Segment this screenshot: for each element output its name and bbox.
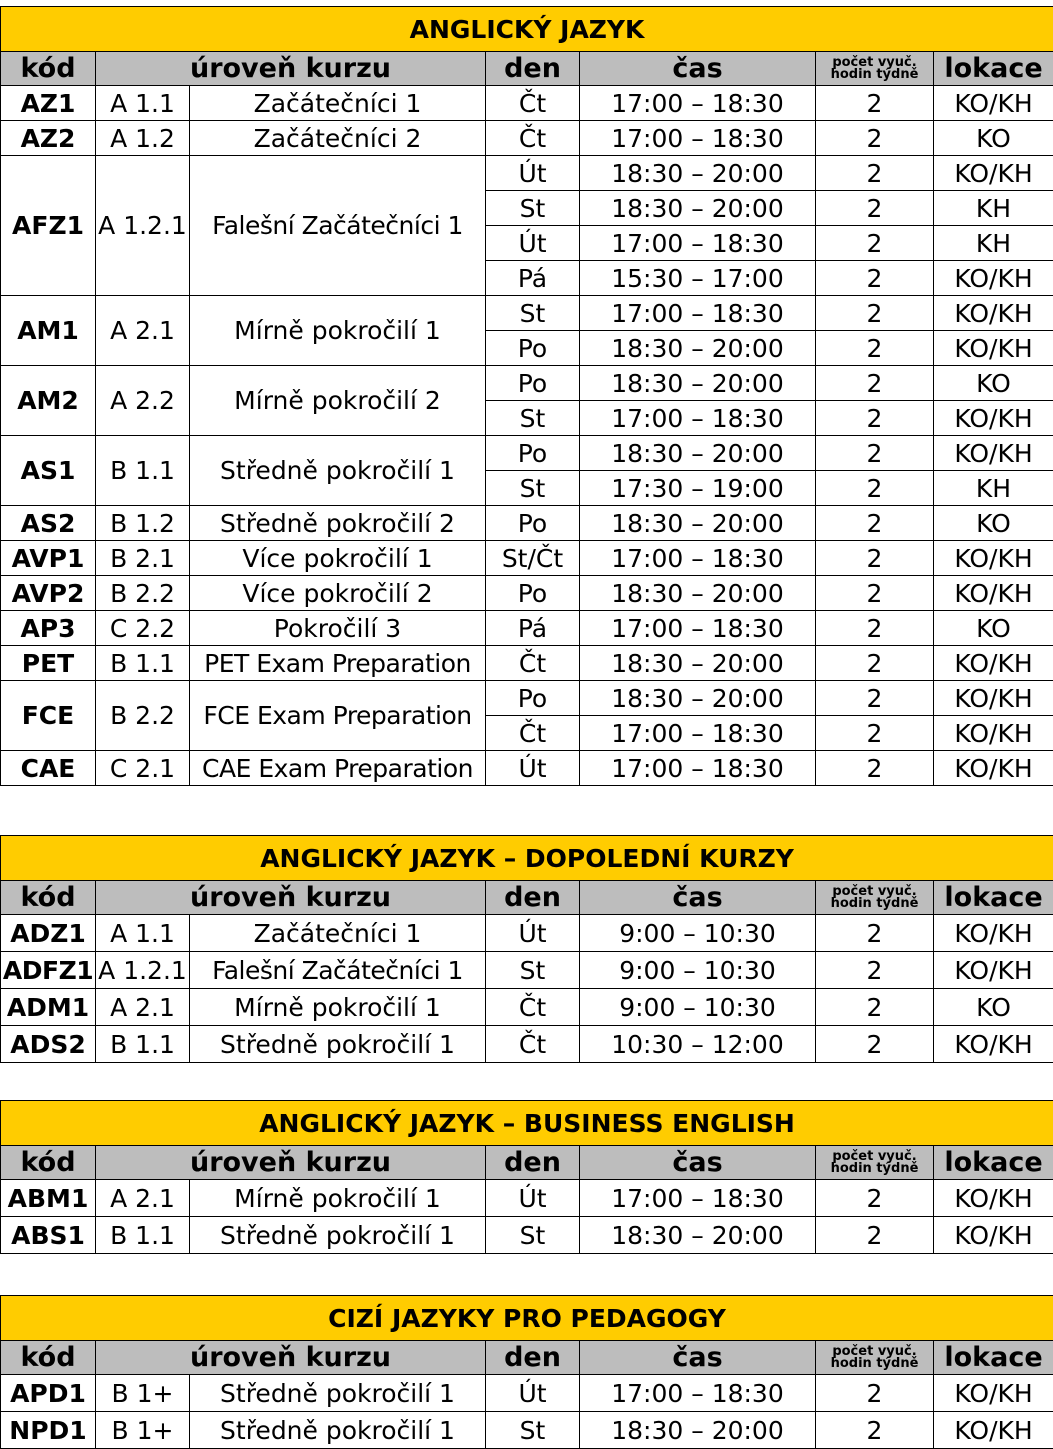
session-day: St [486, 296, 580, 331]
table-row [1, 366, 1053, 401]
column-header-row [1, 881, 1053, 915]
course-code: AZ2 [1, 121, 96, 156]
course-level: B 1.1 [96, 436, 190, 506]
course-code: ABS1 [1, 1217, 96, 1254]
course-code: ADZ1 [1, 915, 96, 952]
course-name: Mírně pokročilí 1 [190, 1180, 486, 1217]
course-name: Mírně pokročilí 1 [190, 296, 486, 366]
session-location: KO/KH [934, 1217, 1053, 1254]
schedule-table-cizi-jazyky-pro-pedagogy [0, 1295, 1053, 1449]
course-level: B 1.2 [96, 506, 190, 541]
session-location: KO/KH [934, 86, 1053, 121]
header-day: den [486, 1341, 580, 1375]
course-code: AFZ1 [1, 156, 96, 296]
header-hours-per-week [816, 1341, 934, 1375]
session-time: 17:00 – 18:30 [580, 226, 816, 261]
session-hours: 2 [816, 541, 934, 576]
session-time: 18:30 – 20:00 [580, 646, 816, 681]
course-code: AS2 [1, 506, 96, 541]
table-row [1, 296, 1053, 331]
session-location: KO/KH [934, 541, 1053, 576]
session-hours: 2 [816, 506, 934, 541]
course-name: Mírně pokročilí 1 [190, 989, 486, 1026]
header-time: čas [580, 52, 816, 86]
course-level: B 1+ [96, 1375, 190, 1412]
column-header-row [1, 1146, 1053, 1180]
header-hours-line1: počet vyuč. [832, 1148, 917, 1164]
session-location: KO/KH [934, 681, 1053, 716]
course-code: AM2 [1, 366, 96, 436]
course-name: Středně pokročilí 1 [190, 1026, 486, 1063]
session-time: 18:30 – 20:00 [580, 1412, 816, 1449]
session-location: KO/KH [934, 1412, 1053, 1449]
session-time: 18:30 – 20:00 [580, 366, 816, 401]
session-day: Út [486, 1180, 580, 1217]
table-row [1, 646, 1053, 681]
course-code: ADS2 [1, 1026, 96, 1063]
session-hours: 2 [816, 1217, 934, 1254]
section-title-row [1, 836, 1053, 881]
table-row [1, 1026, 1053, 1063]
session-hours: 2 [816, 1026, 934, 1063]
session-day: Čt [486, 716, 580, 751]
course-level: B 1.1 [96, 1217, 190, 1254]
session-day: Út [486, 226, 580, 261]
session-hours: 2 [816, 989, 934, 1026]
session-time: 17:00 – 18:30 [580, 1180, 816, 1217]
session-location: KO/KH [934, 401, 1053, 436]
course-name: Středně pokročilí 1 [190, 436, 486, 506]
header-hours-line1: počet vyuč. [832, 1343, 917, 1359]
header-level: úroveň kurzu [96, 1341, 486, 1375]
session-time: 18:30 – 20:00 [580, 191, 816, 226]
course-level: B 1+ [96, 1412, 190, 1449]
header-day: den [486, 52, 580, 86]
session-hours: 2 [816, 915, 934, 952]
session-hours: 2 [816, 576, 934, 611]
session-day: Po [486, 366, 580, 401]
session-day: Po [486, 576, 580, 611]
section-title-row [1, 7, 1053, 52]
course-level: A 1.2 [96, 121, 190, 156]
table-row [1, 86, 1053, 121]
header-hours-line2: hodin týdně [830, 895, 919, 911]
table-row [1, 751, 1053, 786]
session-time: 17:00 – 18:30 [580, 86, 816, 121]
table-row [1, 952, 1053, 989]
course-name: PET Exam Preparation [190, 646, 486, 681]
course-name: Více pokročilí 2 [190, 576, 486, 611]
header-hours-line2: hodin týdně [830, 66, 919, 82]
table-row [1, 611, 1053, 646]
session-hours: 2 [816, 716, 934, 751]
table-row [1, 1375, 1053, 1412]
session-time: 17:00 – 18:30 [580, 401, 816, 436]
header-location: lokace [934, 1341, 1053, 1375]
schedule-table-anglicky-jazyk [0, 6, 1053, 786]
session-time: 18:30 – 20:00 [580, 1217, 816, 1254]
table-row [1, 506, 1053, 541]
session-hours: 2 [816, 191, 934, 226]
course-level: B 2.2 [96, 681, 190, 751]
session-time: 9:00 – 10:30 [580, 915, 816, 952]
session-day: Út [486, 751, 580, 786]
session-time: 9:00 – 10:30 [580, 989, 816, 1026]
session-hours: 2 [816, 952, 934, 989]
session-location: KH [934, 226, 1053, 261]
table-row [1, 681, 1053, 716]
table-row [1, 915, 1053, 952]
course-name: Začátečníci 2 [190, 121, 486, 156]
session-time: 18:30 – 20:00 [580, 156, 816, 191]
session-time: 17:00 – 18:30 [580, 296, 816, 331]
course-name: Falešní Začátečníci 1 [190, 156, 486, 296]
session-time: 17:00 – 18:30 [580, 541, 816, 576]
session-location: KO/KH [934, 296, 1053, 331]
course-code: ADM1 [1, 989, 96, 1026]
session-day: Út [486, 156, 580, 191]
table-row [1, 121, 1053, 156]
table-row [1, 156, 1053, 191]
section-title: ANGLICKÝ JAZYK – DOPOLEDNÍ KURZY [1, 836, 1053, 881]
session-day: Po [486, 506, 580, 541]
course-code: ABM1 [1, 1180, 96, 1217]
course-level: B 1.1 [96, 1026, 190, 1063]
course-name: Falešní Začátečníci 1 [190, 952, 486, 989]
course-code: AS1 [1, 436, 96, 506]
session-location: KO [934, 366, 1053, 401]
table-row [1, 989, 1053, 1026]
header-code: kód [1, 52, 96, 86]
course-level: A 1.2.1 [96, 952, 190, 989]
session-hours: 2 [816, 121, 934, 156]
header-hours-line2: hodin týdně [830, 1355, 919, 1371]
section-title-row [1, 1101, 1053, 1146]
session-hours: 2 [816, 261, 934, 296]
table-row [1, 436, 1053, 471]
session-time: 17:30 – 19:00 [580, 471, 816, 506]
section-title: ANGLICKÝ JAZYK [1, 7, 1053, 52]
course-level: A 2.1 [96, 296, 190, 366]
session-location: KH [934, 191, 1053, 226]
course-level: C 2.1 [96, 751, 190, 786]
session-time: 18:30 – 20:00 [580, 506, 816, 541]
header-code: kód [1, 1341, 96, 1375]
course-code: CAE [1, 751, 96, 786]
course-level: A 2.1 [96, 989, 190, 1026]
session-hours: 2 [816, 436, 934, 471]
header-location: lokace [934, 52, 1053, 86]
session-day: St [486, 952, 580, 989]
schedule-table-anglicky-jazyk-business-english [0, 1100, 1053, 1254]
course-level: A 2.1 [96, 1180, 190, 1217]
course-level: A 1.2.1 [96, 156, 190, 296]
course-level: B 1.1 [96, 646, 190, 681]
course-name: Středně pokročilí 1 [190, 1375, 486, 1412]
header-hours-line2: hodin týdně [830, 1160, 919, 1176]
header-level: úroveň kurzu [96, 52, 486, 86]
session-hours: 2 [816, 226, 934, 261]
course-name: Mírně pokročilí 2 [190, 366, 486, 436]
header-day: den [486, 1146, 580, 1180]
session-hours: 2 [816, 156, 934, 191]
session-day: St [486, 191, 580, 226]
session-day: Čt [486, 646, 580, 681]
section-title: CIZÍ JAZYKY PRO PEDAGOGY [1, 1296, 1053, 1341]
session-time: 17:00 – 18:30 [580, 751, 816, 786]
session-day: Čt [486, 1026, 580, 1063]
session-time: 18:30 – 20:00 [580, 436, 816, 471]
table-row [1, 576, 1053, 611]
session-day: Po [486, 436, 580, 471]
session-time: 17:00 – 18:30 [580, 716, 816, 751]
session-location: KO [934, 611, 1053, 646]
session-time: 10:30 – 12:00 [580, 1026, 816, 1063]
table-row [1, 1180, 1053, 1217]
table-row [1, 1412, 1053, 1449]
session-hours: 2 [816, 751, 934, 786]
session-hours: 2 [816, 646, 934, 681]
session-day: Po [486, 331, 580, 366]
course-name: Začátečníci 1 [190, 86, 486, 121]
session-location: KO/KH [934, 576, 1053, 611]
session-day: Čt [486, 989, 580, 1026]
section-title-row [1, 1296, 1053, 1341]
course-code: AP3 [1, 611, 96, 646]
course-level: B 2.2 [96, 576, 190, 611]
session-hours: 2 [816, 1412, 934, 1449]
session-location: KO/KH [934, 261, 1053, 296]
session-time: 17:00 – 18:30 [580, 611, 816, 646]
course-code: AZ1 [1, 86, 96, 121]
session-hours: 2 [816, 1180, 934, 1217]
session-hours: 2 [816, 331, 934, 366]
course-code: AVP1 [1, 541, 96, 576]
course-code: ADFZ1 [1, 952, 96, 989]
session-location: KO/KH [934, 1026, 1053, 1063]
section-title: ANGLICKÝ JAZYK – BUSINESS ENGLISH [1, 1101, 1053, 1146]
header-hours-per-week [816, 881, 934, 915]
session-time: 18:30 – 20:00 [580, 681, 816, 716]
header-hours-line1: počet vyuč. [832, 883, 917, 899]
column-header-row [1, 52, 1053, 86]
course-code: PET [1, 646, 96, 681]
session-location: KO/KH [934, 1375, 1053, 1412]
session-hours: 2 [816, 681, 934, 716]
session-day: Čt [486, 86, 580, 121]
session-location: KH [934, 471, 1053, 506]
session-location: KO/KH [934, 646, 1053, 681]
session-hours: 2 [816, 296, 934, 331]
course-level: B 2.1 [96, 541, 190, 576]
session-time: 17:00 – 18:30 [580, 1375, 816, 1412]
header-day: den [486, 881, 580, 915]
session-day: Pá [486, 611, 580, 646]
header-time: čas [580, 881, 816, 915]
course-code: APD1 [1, 1375, 96, 1412]
table-row [1, 541, 1053, 576]
header-hours-per-week [816, 1146, 934, 1180]
schedule-table-anglicky-jazyk-dopoledni-kurzy [0, 835, 1053, 1063]
session-day: St [486, 401, 580, 436]
session-time: 18:30 – 20:00 [580, 331, 816, 366]
session-location: KO/KH [934, 436, 1053, 471]
header-hours-per-week [816, 52, 934, 86]
session-day: St [486, 471, 580, 506]
course-level: A 1.1 [96, 86, 190, 121]
course-name: Pokročilí 3 [190, 611, 486, 646]
course-name: Středně pokročilí 1 [190, 1217, 486, 1254]
session-location: KO/KH [934, 156, 1053, 191]
session-location: KO/KH [934, 716, 1053, 751]
course-name: CAE Exam Preparation [190, 751, 486, 786]
course-level: A 2.2 [96, 366, 190, 436]
session-time: 17:00 – 18:30 [580, 121, 816, 156]
session-location: KO [934, 989, 1053, 1026]
session-time: 18:30 – 20:00 [580, 576, 816, 611]
session-hours: 2 [816, 401, 934, 436]
session-day: Čt [486, 121, 580, 156]
course-name: Více pokročilí 1 [190, 541, 486, 576]
course-level: C 2.2 [96, 611, 190, 646]
session-day: Po [486, 681, 580, 716]
header-level: úroveň kurzu [96, 881, 486, 915]
session-day: Út [486, 915, 580, 952]
header-time: čas [580, 1146, 816, 1180]
session-time: 9:00 – 10:30 [580, 952, 816, 989]
column-header-row [1, 1341, 1053, 1375]
header-hours-line1: počet vyuč. [832, 54, 917, 70]
session-hours: 2 [816, 1375, 934, 1412]
session-hours: 2 [816, 366, 934, 401]
session-location: KO/KH [934, 1180, 1053, 1217]
session-day: St [486, 1412, 580, 1449]
course-name: Středně pokročilí 1 [190, 1412, 486, 1449]
session-location: KO/KH [934, 751, 1053, 786]
course-level: A 1.1 [96, 915, 190, 952]
session-day: St [486, 1217, 580, 1254]
session-location: KO/KH [934, 952, 1053, 989]
header-time: čas [580, 1341, 816, 1375]
course-name: FCE Exam Preparation [190, 681, 486, 751]
course-name: Začátečníci 1 [190, 915, 486, 952]
header-level: úroveň kurzu [96, 1146, 486, 1180]
session-location: KO/KH [934, 915, 1053, 952]
session-time: 15:30 – 17:00 [580, 261, 816, 296]
course-code: FCE [1, 681, 96, 751]
course-code: AM1 [1, 296, 96, 366]
session-day: Út [486, 1375, 580, 1412]
session-hours: 2 [816, 86, 934, 121]
course-code: AVP2 [1, 576, 96, 611]
header-code: kód [1, 1146, 96, 1180]
header-location: lokace [934, 1146, 1053, 1180]
session-location: KO [934, 506, 1053, 541]
session-location: KO/KH [934, 331, 1053, 366]
table-row [1, 1217, 1053, 1254]
header-code: kód [1, 881, 96, 915]
session-location: KO [934, 121, 1053, 156]
course-code: NPD1 [1, 1412, 96, 1449]
course-name: Středně pokročilí 2 [190, 506, 486, 541]
header-location: lokace [934, 881, 1053, 915]
session-day: Pá [486, 261, 580, 296]
session-hours: 2 [816, 611, 934, 646]
session-day: St/Čt [486, 541, 580, 576]
session-hours: 2 [816, 471, 934, 506]
